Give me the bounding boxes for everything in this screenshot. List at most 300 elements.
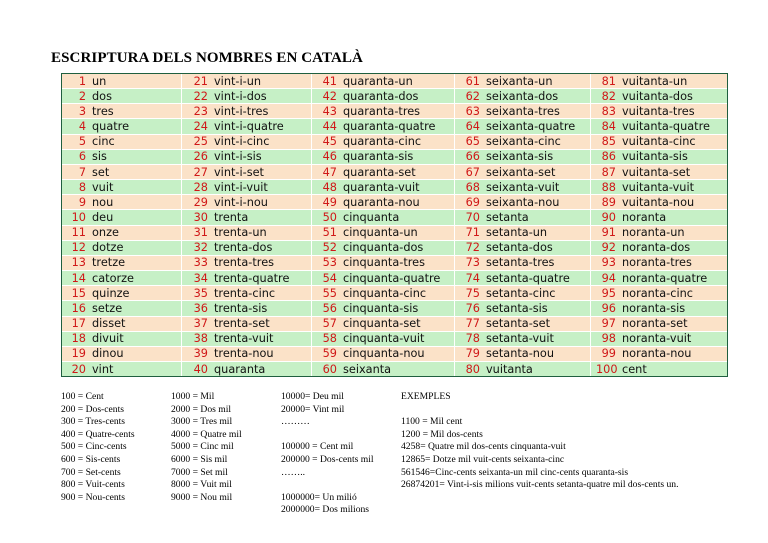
table-row (62, 74, 727, 89)
number-digit: 5 (78, 135, 86, 149)
table-cell (62, 256, 182, 270)
table-cell (455, 362, 591, 376)
table-cell (182, 150, 312, 164)
example-line: 1200 = Mil dos-cents (401, 428, 483, 440)
number-word: vuitanta-un (622, 74, 688, 88)
table-cell (182, 362, 312, 376)
table-cell (182, 226, 312, 240)
table-cell (455, 256, 591, 270)
number-digit: 28 (193, 180, 208, 194)
table-cell (591, 241, 727, 255)
table-cell (312, 347, 455, 361)
number-digit: 8 (78, 180, 86, 194)
number-word: vint-i-tres (214, 104, 269, 118)
number-digit: 80 (465, 362, 480, 376)
number-digit: 20 (71, 362, 86, 376)
table-cell (312, 195, 455, 209)
number-digit: 36 (193, 301, 208, 315)
number-word: vuit (92, 180, 114, 194)
number-digit: 86 (601, 150, 616, 164)
number-digit: 95 (601, 286, 616, 300)
number-digit: 99 (601, 347, 616, 361)
number-word: seixanta-nou (486, 195, 560, 209)
table-row (62, 347, 727, 362)
number-word: cinquanta-un (343, 226, 418, 240)
table-cell (591, 89, 727, 103)
number-word: divuit (92, 332, 124, 346)
number-word: setze (92, 301, 123, 315)
large-numbers-list (281, 391, 374, 517)
number-word: dinou (92, 347, 124, 361)
number-digit: 51 (322, 226, 337, 240)
number-digit: 27 (193, 165, 208, 179)
table-cell (591, 286, 727, 300)
number-word: trenta-set (214, 317, 270, 331)
number-word: cinquanta-vuit (343, 332, 425, 346)
number-word: cent (622, 362, 647, 376)
table-cell (455, 119, 591, 133)
number-digit: 78 (465, 332, 480, 346)
number-digit: 43 (322, 104, 337, 118)
number-word: vuitanta-tres (622, 104, 695, 118)
number-digit: 64 (465, 120, 480, 134)
table-cell (62, 210, 182, 224)
number-digit: 81 (601, 74, 616, 88)
table-cell (62, 286, 182, 300)
number-digit: 19 (71, 347, 86, 361)
number-word: vint-i-set (214, 165, 264, 179)
number-word: vint-i-sis (214, 150, 262, 164)
number-word: trenta-sis (214, 301, 268, 315)
number-digit: 73 (465, 256, 480, 270)
table-cell (312, 119, 455, 133)
thousands-line: 8000 = Vuit mil (171, 479, 232, 491)
table-cell (455, 195, 591, 209)
number-word: noranta-dos (622, 241, 691, 255)
table-row (62, 119, 727, 134)
table-row (62, 241, 727, 256)
table-cell (312, 89, 455, 103)
table-cell (312, 150, 455, 164)
hundreds-line: 500 = Cinc-cents (61, 441, 127, 453)
number-word: nou (92, 195, 114, 209)
large-line: …….. (281, 466, 305, 478)
table-cell (455, 150, 591, 164)
number-word: quaranta-sis (343, 150, 414, 164)
number-word: setanta-set (486, 317, 551, 331)
large-line: 10000= Deu mil (281, 391, 344, 402)
number-word: tres (92, 104, 114, 118)
table-cell (182, 271, 312, 285)
number-digit: 26 (193, 150, 208, 164)
table-cell (182, 347, 312, 361)
number-word: vint-i-nou (214, 195, 268, 209)
number-digit: 88 (601, 180, 616, 194)
number-word: trenta-dos (214, 241, 273, 255)
number-word: vuitanta-nou (622, 195, 695, 209)
table-row (62, 210, 727, 225)
table-cell (62, 150, 182, 164)
numbers-grid (62, 74, 727, 376)
number-word: seixanta-un (486, 74, 553, 88)
table-cell (312, 301, 455, 315)
table-cell (591, 180, 727, 194)
number-digit: 10 (71, 210, 86, 224)
table-row (62, 165, 727, 180)
number-digit: 3 (78, 104, 86, 118)
number-word: setanta-tres (486, 256, 555, 270)
number-word: quaranta (214, 362, 266, 376)
number-digit: 6 (78, 150, 86, 164)
number-word: dotze (92, 241, 124, 255)
number-digit: 49 (322, 195, 337, 209)
number-digit: 54 (322, 271, 337, 285)
number-word: quaranta-quatre (343, 120, 436, 134)
number-word: quaranta-cinc (343, 135, 422, 149)
table-row (62, 271, 727, 286)
number-word: seixanta-set (486, 165, 556, 179)
table-row (62, 256, 727, 271)
number-digit: 66 (465, 150, 480, 164)
number-digit: 85 (601, 135, 616, 149)
number-word: setanta-cinc (486, 286, 556, 300)
thousands-line: 4000 = Quatre mil (171, 428, 242, 440)
table-row (62, 89, 727, 104)
example-line: 4258= Quatre mil dos-cents cinquanta-vuit (401, 441, 566, 453)
number-word: seixanta-tres (486, 104, 560, 118)
numbers-table (61, 73, 728, 377)
number-digit: 65 (465, 135, 480, 149)
number-digit: 29 (193, 195, 208, 209)
table-cell (455, 135, 591, 149)
table-cell (591, 362, 727, 376)
number-digit: 83 (601, 104, 616, 118)
table-cell (182, 195, 312, 209)
number-digit: 76 (465, 301, 480, 315)
table-cell (62, 104, 182, 118)
number-word: trenta-vuit (214, 332, 274, 346)
number-word: setanta-nou (486, 347, 555, 361)
table-cell (62, 271, 182, 285)
large-line: 200000 = Dos-cents mil (281, 453, 374, 465)
number-word: cinquanta-dos (343, 241, 424, 255)
table-cell (591, 165, 727, 179)
number-word: noranta-set (622, 317, 688, 331)
table-cell (591, 150, 727, 164)
thousands-line: 3000 = Tres mil (171, 416, 233, 428)
table-cell (455, 241, 591, 255)
number-word: cinquanta-nou (343, 347, 425, 361)
large-line: 2000000= Dos milions (281, 504, 370, 516)
table-cell (591, 317, 727, 331)
table-cell (182, 119, 312, 133)
thousands-line: 7000 = Set mil (171, 466, 228, 478)
hundreds-line: 300 = Tres-cents (61, 416, 126, 428)
table-cell (455, 210, 591, 224)
number-digit: 82 (601, 89, 616, 103)
number-word: trenta-tres (214, 256, 275, 270)
number-digit: 37 (193, 317, 208, 331)
number-word: vuitanta-sis (622, 150, 688, 164)
table-cell (62, 74, 182, 88)
table-cell (455, 226, 591, 240)
number-digit: 62 (465, 89, 480, 103)
table-row (62, 226, 727, 241)
number-word: noranta-tres (622, 256, 692, 270)
number-digit: 42 (322, 89, 337, 103)
number-digit: 22 (193, 89, 208, 103)
number-digit: 87 (601, 165, 616, 179)
table-cell (62, 226, 182, 240)
number-word: cinquanta-quatre (343, 271, 441, 285)
number-word: noranta (622, 210, 667, 224)
page-title: ESCRIPTURA DELS NOMBRES EN CATALÀ (51, 50, 363, 66)
table-cell (182, 256, 312, 270)
table-cell (312, 241, 455, 255)
number-word: quaranta-un (343, 74, 413, 88)
number-word: setanta-un (486, 226, 548, 240)
table-row (62, 104, 727, 119)
table-cell (455, 180, 591, 194)
table-cell (455, 165, 591, 179)
large-line: 100000 = Cent mil (281, 441, 354, 453)
number-word: onze (92, 226, 119, 240)
table-cell (455, 317, 591, 331)
table-row (62, 195, 727, 210)
number-digit: 12 (71, 241, 86, 255)
number-digit: 84 (601, 120, 616, 134)
number-word: sis (92, 150, 107, 164)
number-digit: 91 (601, 226, 616, 240)
number-word: vint-i-vuit (214, 180, 268, 194)
table-cell (455, 89, 591, 103)
number-word: seixanta (343, 362, 392, 376)
number-word: trenta (214, 210, 249, 224)
large-line: ……… (281, 416, 310, 428)
number-word: disset (92, 317, 126, 331)
table-cell (182, 286, 312, 300)
table-cell (182, 165, 312, 179)
table-cell (455, 74, 591, 88)
hundreds-line: 700 = Set-cents (61, 466, 121, 478)
table-cell (62, 89, 182, 103)
table-cell (591, 74, 727, 88)
number-digit: 58 (322, 332, 337, 346)
table-cell (62, 347, 182, 361)
number-digit: 2 (78, 89, 86, 103)
examples-section (401, 391, 679, 492)
number-digit: 15 (71, 286, 86, 300)
table-cell (62, 119, 182, 133)
table-cell (591, 332, 727, 346)
thousands-line: 2000 = Dos mil (171, 403, 232, 415)
number-word: noranta-quatre (622, 271, 708, 285)
number-digit: 30 (193, 210, 208, 224)
number-word: vint-i-cinc (214, 135, 270, 149)
number-digit: 9 (78, 195, 86, 209)
table-cell (455, 271, 591, 285)
number-word: noranta-un (622, 226, 685, 240)
number-word: tretze (92, 256, 126, 270)
number-digit: 13 (71, 256, 86, 270)
table-cell (591, 256, 727, 270)
example-line: 12865= Dotze mil vuit-cents seixanta-cinc (401, 453, 565, 465)
number-word: quaranta-set (343, 165, 416, 179)
table-cell (62, 332, 182, 346)
number-word: vuitanta-vuit (622, 180, 695, 194)
number-word: cinquanta-tres (343, 256, 426, 270)
number-digit: 67 (465, 165, 480, 179)
table-cell (455, 332, 591, 346)
number-digit: 46 (322, 150, 337, 164)
table-cell (312, 104, 455, 118)
table-row (62, 286, 727, 301)
number-digit: 93 (601, 256, 616, 270)
number-digit: 1 (78, 74, 86, 88)
number-word: seixanta-vuit (486, 180, 560, 194)
number-digit: 11 (71, 226, 86, 240)
number-digit: 14 (71, 271, 86, 285)
number-digit: 94 (601, 271, 616, 285)
number-digit: 61 (465, 74, 480, 88)
table-cell (591, 226, 727, 240)
table-cell (312, 210, 455, 224)
table-cell (62, 241, 182, 255)
number-digit: 57 (322, 317, 337, 331)
table-cell (62, 317, 182, 331)
example-line: 26874201= Vint-i-sis milions vuit-cents setanta-quatre mil dos-cents un. (401, 479, 679, 491)
number-word: vint-i-dos (214, 89, 267, 103)
number-digit: 35 (193, 286, 208, 300)
number-word: seixanta-dos (486, 89, 559, 103)
number-digit: 16 (71, 301, 86, 315)
number-word: seixanta-cinc (486, 135, 561, 149)
number-word: trenta-quatre (214, 271, 290, 285)
number-word: quaranta-nou (343, 195, 420, 209)
table-cell (591, 195, 727, 209)
number-digit: 56 (322, 301, 337, 315)
number-digit: 79 (465, 347, 480, 361)
table-cell (312, 362, 455, 376)
number-digit: 39 (193, 347, 208, 361)
number-word: quaranta-dos (343, 89, 419, 103)
number-digit: 100 (596, 362, 618, 376)
hundreds-line: 600 = Sis-cents (61, 453, 121, 465)
number-word: catorze (92, 271, 134, 285)
hundreds-line: 200 = Dos-cents (61, 403, 124, 415)
table-row (62, 180, 727, 195)
number-word: setanta-sis (486, 301, 548, 315)
number-word: setanta-quatre (486, 271, 570, 285)
example-line: 561546=Cinc-cents seixanta-un mil cinc-cents quaranta-sis (401, 466, 629, 478)
number-digit: 92 (601, 241, 616, 255)
number-digit: 48 (322, 180, 337, 194)
table-cell (62, 180, 182, 194)
number-word: trenta-un (214, 226, 267, 240)
number-digit: 59 (322, 347, 337, 361)
number-digit: 17 (71, 317, 86, 331)
table-cell (591, 301, 727, 315)
examples-heading: EXEMPLES (401, 391, 451, 402)
number-word: seixanta-quatre (486, 120, 576, 134)
table-cell (455, 104, 591, 118)
table-cell (312, 271, 455, 285)
number-word: vuitanta-set (622, 165, 691, 179)
number-word: cinquanta-sis (343, 301, 419, 315)
number-digit: 74 (465, 271, 480, 285)
number-word: quaranta-vuit (343, 180, 420, 194)
number-digit: 72 (465, 241, 480, 255)
number-word: setanta (486, 210, 529, 224)
table-cell (312, 226, 455, 240)
number-digit: 21 (193, 74, 208, 88)
number-word: vint-i-quatre (214, 120, 284, 134)
hundreds-line: 100 = Cent (61, 391, 104, 402)
number-word: cinquanta-cinc (343, 286, 427, 300)
number-digit: 38 (193, 332, 208, 346)
thousands-line: 5000 = Cinc mil (171, 441, 234, 453)
number-digit: 70 (465, 210, 480, 224)
number-word: quaranta-tres (343, 104, 421, 118)
number-digit: 44 (322, 120, 337, 134)
number-digit: 32 (193, 241, 208, 255)
table-cell (312, 317, 455, 331)
table-cell (182, 135, 312, 149)
number-digit: 55 (322, 286, 337, 300)
table-row (62, 332, 727, 347)
number-word: deu (92, 210, 114, 224)
number-digit: 50 (322, 210, 337, 224)
large-line: 20000= Vint mil (281, 403, 345, 415)
number-digit: 96 (601, 301, 616, 315)
number-digit: 7 (78, 165, 86, 179)
number-digit: 75 (465, 286, 480, 300)
number-word: set (92, 165, 110, 179)
number-word: setanta-dos (486, 241, 553, 255)
hundreds-line: 900 = Nou-cents (61, 491, 126, 503)
hundreds-line: 400 = Quatre-cents (61, 428, 135, 440)
number-digit: 31 (193, 226, 208, 240)
table-cell (591, 119, 727, 133)
thousands-line: 6000 = Sis mil (171, 453, 228, 465)
table-cell (182, 210, 312, 224)
large-line: 1000000= Un milió (281, 491, 357, 503)
number-word: vint (92, 362, 114, 376)
number-digit: 23 (193, 104, 208, 118)
number-word: noranta-cinc (622, 286, 693, 300)
number-word: un (92, 74, 107, 88)
table-cell (591, 347, 727, 361)
number-digit: 33 (193, 256, 208, 270)
number-digit: 97 (601, 317, 616, 331)
table-cell (62, 135, 182, 149)
number-digit: 40 (193, 362, 208, 376)
number-word: dos (92, 89, 112, 103)
table-cell (182, 74, 312, 88)
table-cell (591, 104, 727, 118)
table-cell (182, 317, 312, 331)
number-digit: 53 (322, 256, 337, 270)
table-row (62, 317, 727, 332)
number-digit: 90 (601, 210, 616, 224)
table-cell (591, 271, 727, 285)
number-digit: 98 (601, 332, 616, 346)
table-cell (182, 332, 312, 346)
number-word: vint-i-un (214, 74, 262, 88)
number-word: trenta-cinc (214, 286, 276, 300)
table-row (62, 135, 727, 150)
table-cell (62, 195, 182, 209)
